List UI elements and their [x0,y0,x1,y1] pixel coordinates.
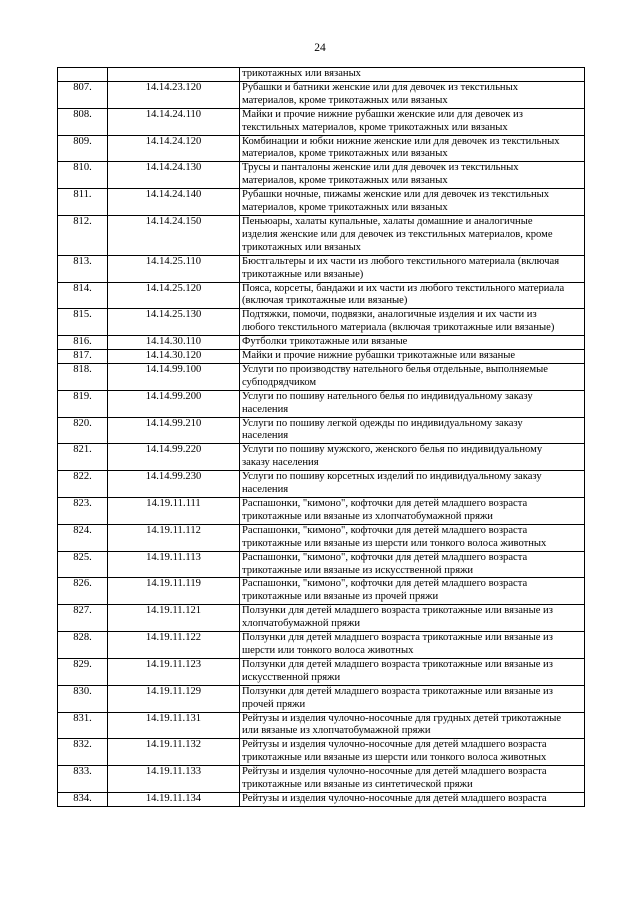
description-line: населения [242,403,289,415]
table-row [58,524,585,551]
product-code: 14.14.99.210 [108,417,240,444]
product-code: 14.14.24.140 [108,189,240,216]
description-line: Услуги по пошиву мужского, женского белья по индивидуальному [242,444,543,456]
row-number: 828. [58,632,108,659]
table-row [58,685,585,712]
table-row [58,658,585,685]
product-description [240,578,585,605]
table-row [58,792,585,806]
table-row [58,551,585,578]
description-line: искусственной пряжи [242,671,341,683]
description-line: материалов, кроме трикотажных или вязаных [242,94,448,106]
product-code: 14.19.11.121 [108,605,240,632]
row-number: 813. [58,255,108,282]
product-description [240,336,585,350]
table-row [58,350,585,364]
product-code: 14.19.11.132 [108,739,240,766]
table-row [58,712,585,739]
description-line: Услуги по производству нательного белья отдельные, выполняемые [242,363,548,375]
description-line: населения [242,430,289,442]
row-number: 831. [58,712,108,739]
table-row [58,189,585,216]
product-code: 14.19.11.113 [108,551,240,578]
product-code: 14.14.24.120 [108,135,240,162]
table-row [58,309,585,336]
product-code-table [57,67,585,807]
row-number: 807. [58,81,108,108]
product-description [240,739,585,766]
product-description [240,350,585,364]
description-line: или вязаные из хлопчатобумажной пряжи [242,725,431,737]
product-code: 14.19.11.119 [108,578,240,605]
product-code: 14.14.99.200 [108,390,240,417]
row-number: 830. [58,685,108,712]
product-description [240,135,585,162]
product-description [240,605,585,632]
table-row [58,108,585,135]
description-line: трикотажные или вязаные из искусственной пряжи [242,564,474,576]
product-description [240,390,585,417]
description-line: Услуги по пошиву корсетных изделий по индивидуальному заказу [242,471,542,483]
product-code: 14.14.24.110 [108,108,240,135]
product-description [240,162,585,189]
product-code: 14.19.11.122 [108,632,240,659]
product-description [240,363,585,390]
product-description [240,712,585,739]
row-number: 808. [58,108,108,135]
table-row [58,471,585,498]
product-code: 14.14.25.130 [108,309,240,336]
table-body [58,68,585,807]
description-line: Рейтузы и изделия чулочно-носочные для детей младшего возраста [242,792,547,804]
description-line: трикотажные или вязаные из хлопчатобумажной пряжи [242,510,493,522]
description-line: Рубашки ночные, пижамы женские или для девочек из текстильных [242,189,550,201]
row-number: 819. [58,390,108,417]
product-description [240,498,585,525]
product-description [240,524,585,551]
description-line: Рейтузы и изделия чулочно-носочные для детей младшего возраста [242,739,547,751]
row-number: 822. [58,471,108,498]
table-row [58,68,585,82]
description-line: Ползунки для детей младшего возраста трикотажные или вязаные из [242,658,553,670]
product-description [240,792,585,806]
product-description [240,632,585,659]
product-code: 14.14.25.120 [108,282,240,309]
product-code: 14.14.24.130 [108,162,240,189]
product-code: 14.14.99.220 [108,444,240,471]
product-description [240,215,585,255]
table-row [58,444,585,471]
product-code: 14.19.11.112 [108,524,240,551]
row-number: 833. [58,766,108,793]
table-row [58,215,585,255]
table-row [58,578,585,605]
description-line: трикотажные или вязаные из шерсти или тонкого волоса животных [242,537,547,549]
description-line: Футболки трикотажные или вязаные [242,336,408,348]
description-line: изделия женские или для девочек из текстильных материалов, кроме [242,228,553,240]
row-number: 834. [58,792,108,806]
row-number: 832. [58,739,108,766]
row-number: 829. [58,658,108,685]
table-row [58,739,585,766]
row-number: 809. [58,135,108,162]
description-line: материалов, кроме трикотажных или вязаных [242,148,448,160]
product-description [240,189,585,216]
description-line: трикотажные или вязаные из синтетической пряжи [242,779,473,791]
description-line: населения [242,484,289,496]
table-row [58,605,585,632]
description-line: шерсти или тонкого волоса животных [242,644,414,656]
product-code: 14.19.11.129 [108,685,240,712]
product-code: 14.14.24.150 [108,215,240,255]
table-row [58,162,585,189]
product-description [240,108,585,135]
description-line: Рейтузы и изделия чулочно-носочные для грудных детей трикотажные [242,712,562,724]
product-description [240,282,585,309]
description-line: Ползунки для детей младшего возраста трикотажные или вязаные из [242,605,553,617]
table-row [58,135,585,162]
product-code: 14.14.30.110 [108,336,240,350]
description-line: прочей пряжи [242,698,306,710]
description-line: Распашонки, "кимоно", кофточки для детей младшего возраста [242,551,528,563]
row-number: 815. [58,309,108,336]
table-row [58,498,585,525]
description-line: Рейтузы и изделия чулочно-носочные для детей младшего возраста [242,766,547,778]
description-line: хлопчатобумажной пряжи [242,618,360,630]
description-line: Подтяжки, помочи, подвязки, аналогичные изделия и их части из [242,309,537,321]
row-number: 817. [58,350,108,364]
product-description [240,68,585,82]
product-description [240,444,585,471]
description-line: Майки и прочие нижние рубашки женские или для девочек из [242,108,523,120]
row-number: 812. [58,215,108,255]
product-code: 14.19.11.133 [108,766,240,793]
description-line: субподрядчиком [242,376,317,388]
row-number: 826. [58,578,108,605]
description-line: материалов, кроме трикотажных или вязаных [242,202,448,214]
description-line: Ползунки для детей младшего возраста трикотажные или вязаные из [242,632,553,644]
description-line: Комбинации и юбки нижние женские или для девочек из текстильных [242,135,560,147]
description-line: Распашонки, "кимоно", кофточки для детей младшего возраста [242,524,528,536]
product-description [240,255,585,282]
product-code: 14.14.99.100 [108,363,240,390]
description-line: трикотажные или вязаные из прочей пряжи [242,591,439,603]
table-row [58,632,585,659]
description-line: Распашонки, "кимоно", кофточки для детей младшего возраста [242,498,528,509]
product-code: 14.19.11.111 [108,498,240,525]
product-description [240,471,585,498]
row-number [58,68,108,82]
description-line: Пояса, корсеты, бандажи и их части из любого текстильного материала [242,282,565,294]
row-number: 810. [58,162,108,189]
table-row [58,282,585,309]
description-line: трикотажных или вязаных [242,68,361,79]
product-code: 14.14.30.120 [108,350,240,364]
product-description [240,658,585,685]
description-line: Распашонки, "кимоно", кофточки для детей младшего возраста [242,578,528,590]
row-number: 823. [58,498,108,525]
product-description [240,685,585,712]
description-line: трикотажные или вязаные) [242,268,364,280]
row-number: 824. [58,524,108,551]
row-number: 820. [58,417,108,444]
description-line: Рубашки и батники женские или для девочек из текстильных [242,81,519,93]
table-row [58,255,585,282]
description-line: Услуги по пошиву легкой одежды по индивидуальному заказу [242,417,523,429]
product-code: 14.19.11.134 [108,792,240,806]
description-line: материалов, кроме трикотажных или вязаных [242,175,448,187]
row-number: 818. [58,363,108,390]
product-code: 14.14.23.120 [108,81,240,108]
product-description [240,766,585,793]
table-row [58,417,585,444]
product-description [240,309,585,336]
row-number: 814. [58,282,108,309]
description-line: Услуги по пошиву нательного белья по индивидуальному заказу [242,390,533,402]
product-code: 14.14.99.230 [108,471,240,498]
product-description [240,417,585,444]
table-row [58,336,585,350]
description-line: трикотажных или вязаных [242,241,361,253]
row-number: 811. [58,189,108,216]
product-code: 14.14.25.110 [108,255,240,282]
description-line: заказу населения [242,457,319,469]
description-line: (включая трикотажные или вязаные) [242,295,408,307]
row-number: 825. [58,551,108,578]
description-line: Пеньюары, халаты купальные, халаты домашние и аналогичные [242,215,533,227]
product-code: 14.19.11.131 [108,712,240,739]
product-description [240,551,585,578]
description-line: Ползунки для детей младшего возраста трикотажные или вязаные из [242,685,553,697]
description-line: Майки и прочие нижние рубашки трикотажные или вязаные [242,350,516,362]
description-line: текстильных материалов, кроме трикотажных или вязаных [242,121,508,133]
row-number: 827. [58,605,108,632]
row-number: 816. [58,336,108,350]
description-line: Трусы и панталоны женские или для девочек из текстильных [242,162,519,174]
description-line: трикотажные или вязаные из шерсти или тонкого волоса животных [242,752,547,764]
table-row [58,81,585,108]
page-number: 24 [314,42,326,54]
description-line: Бюстгальтеры и их части из любого текстильного материала (включая [242,255,560,267]
product-code [108,68,240,82]
product-description [240,81,585,108]
product-code: 14.19.11.123 [108,658,240,685]
table-row [58,390,585,417]
table-row [58,363,585,390]
table-row [58,766,585,793]
row-number: 821. [58,444,108,471]
description-line: любого текстильного материала (включая трикотажные или вязаные) [242,322,555,334]
